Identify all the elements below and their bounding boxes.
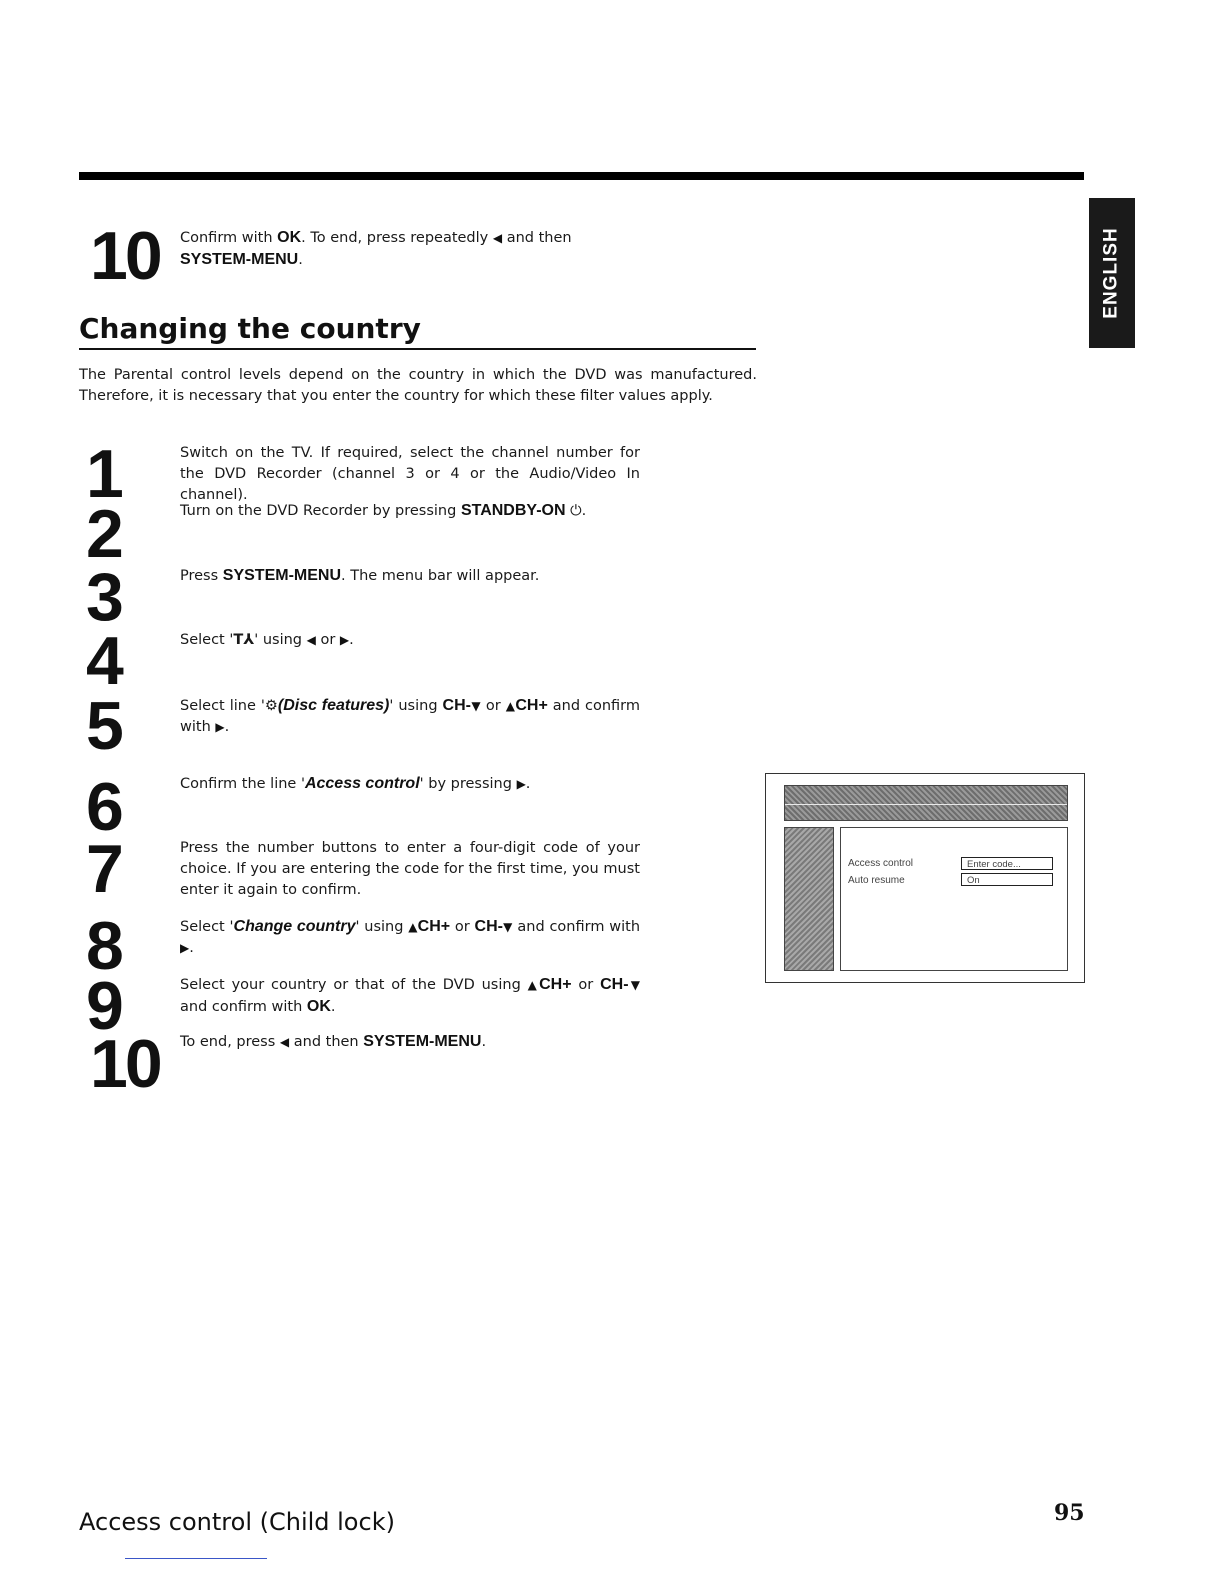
section-intro: The Parental control levels depend on the country in which the DVD was manufactured. Therefore, it is necessary that you enter the country for which these filter values apply. (79, 367, 757, 404)
step-number: 5 (86, 688, 121, 764)
step-text: Press SYSTEM-MENU. The menu bar will appear. (180, 567, 540, 584)
step-text: Select your country or that of the DVD using ▲CH+ or CH-▼ and confirm with OK. (180, 976, 640, 1015)
screen-illustration (765, 773, 1085, 983)
step-text: Turn on the DVD Recorder by pressing STANDBY-ON ⏻. (180, 502, 587, 519)
step-text: Confirm with OK. To end, press repeatedly ◀ and then SYSTEM-MENU. (180, 229, 572, 268)
language-tab-label: ENGLISH (1101, 227, 1123, 319)
footer-underline (125, 1558, 267, 1559)
step-number: 6 (86, 769, 121, 845)
step-number: 2 (86, 496, 121, 572)
step-number: 9 (86, 968, 121, 1044)
step-text: Press the number buttons to enter a four-digit code of your choice. If you are entering the code for the first time, you must enter it again to confirm. (180, 840, 640, 898)
footer-section-title: Access control (Child lock) (79, 1508, 395, 1536)
up-arrow-icon: ▲ (408, 920, 418, 934)
menu-row-label: Auto resume (848, 875, 905, 886)
step-number: 1 (86, 436, 121, 512)
left-arrow-icon: ◀ (279, 1035, 290, 1049)
right-arrow-icon: ▶ (339, 633, 350, 647)
step-number: 3 (86, 559, 121, 635)
screen-side-icons (784, 827, 834, 971)
top-rule (79, 172, 1084, 180)
step-number: 10 (90, 218, 160, 294)
down-arrow-icon: ▼ (628, 978, 640, 992)
step-text: To end, press ◀ and then SYSTEM-MENU. (180, 1033, 487, 1050)
step-text: Confirm the line 'Access control' by pressing ▶. (180, 775, 531, 792)
step-number: 8 (86, 908, 121, 984)
up-arrow-icon: ▲ (527, 978, 540, 992)
menu-row-label: Access control (848, 858, 914, 869)
language-tab (1089, 198, 1135, 348)
section-heading: Changing the country (79, 310, 756, 350)
disc-features-icon: ⚙ (264, 698, 278, 714)
power-icon: ⏻ (570, 503, 582, 519)
step-text: Switch on the TV. If required, select the channel number for the DVD Recorder (channel 3 or 4 or the Audio/Video In channel). (180, 445, 640, 503)
down-arrow-icon: ▼ (502, 920, 513, 934)
tools-icon: T⅄ (233, 632, 255, 648)
screen-menu-panel (840, 827, 1068, 971)
step-number: 4 (86, 623, 121, 699)
menu-row-value: On (961, 873, 1053, 886)
step-text: Select 'Change country' using ▲CH+ or CH-▼ and confirm with ▶. (180, 918, 641, 956)
down-arrow-icon: ▼ (470, 699, 481, 713)
menu-row-value: Enter code... (961, 857, 1053, 870)
right-arrow-icon: ▶ (215, 720, 225, 734)
step-number: 10 (90, 1026, 160, 1102)
page-number: 95 (1054, 1500, 1085, 1526)
step-text: Select line '⚙(Disc features)' using CH-▼ or ▲CH+ and confirm with ▶. (180, 697, 641, 735)
left-arrow-icon: ◀ (492, 231, 503, 245)
right-arrow-icon: ▶ (180, 941, 190, 955)
up-arrow-icon: ▲ (505, 699, 516, 713)
step-text: Select 'T⅄' using ◀ or ▶. (180, 632, 354, 648)
right-arrow-icon: ▶ (516, 777, 526, 791)
step-number: 7 (86, 831, 121, 907)
screen-menu-bar (784, 785, 1068, 821)
left-arrow-icon: ◀ (306, 633, 316, 647)
